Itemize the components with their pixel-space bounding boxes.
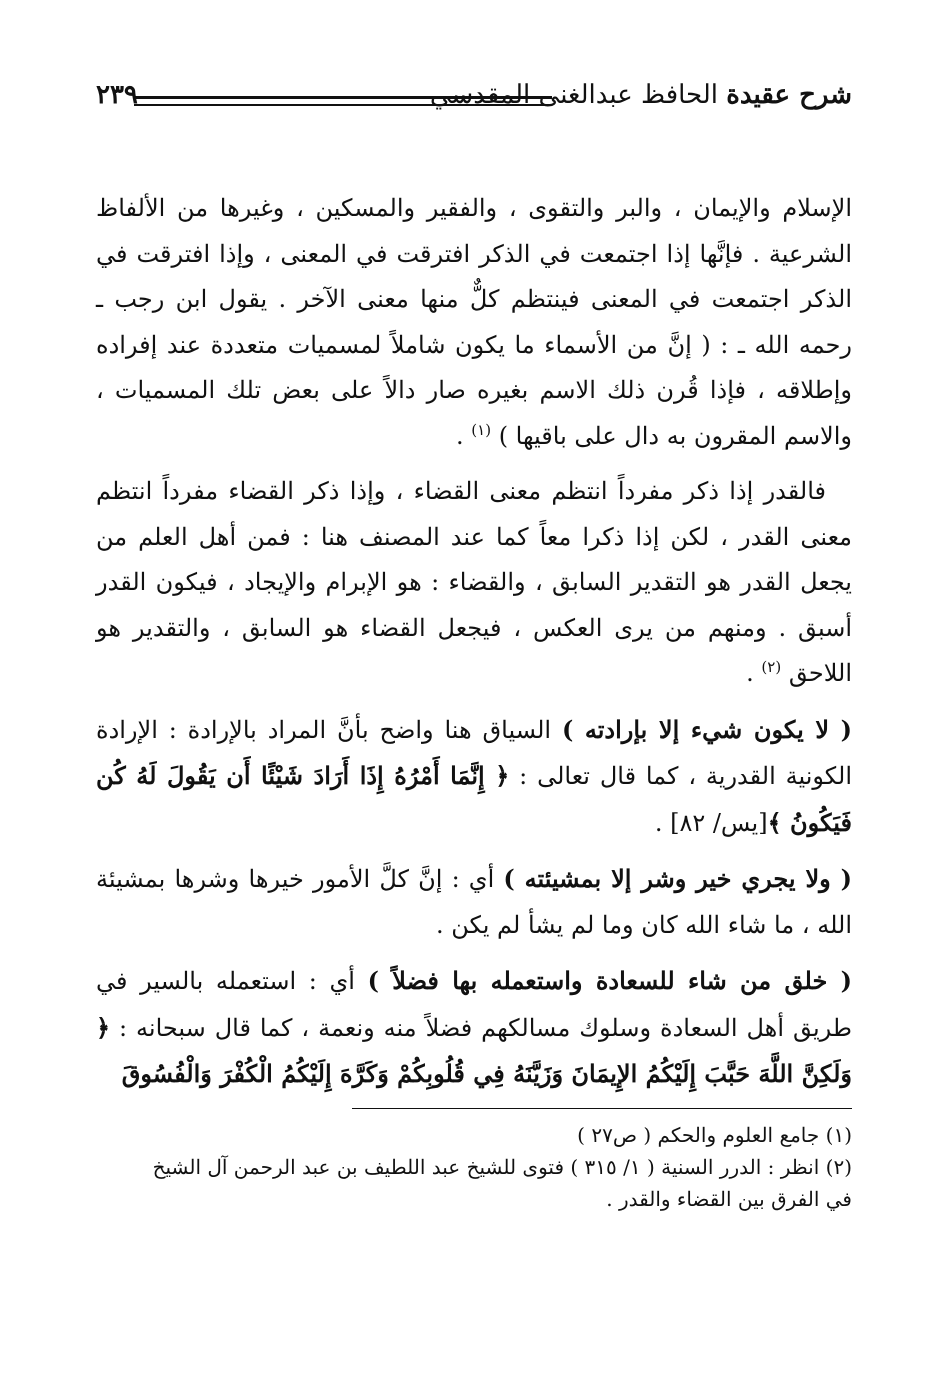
footnote-1: (١) جامع العلوم والحكم ( ص٢٧ ): [577, 1122, 852, 1147]
footnote-ref-2: (٢): [761, 658, 782, 676]
paragraph-1: [96, 186, 852, 459]
paragraph-4-text: أي : إنَّ كلَّ الأمور خيرها وشرها بمشيئة الله ، ما شاء الله كان وما لم يشأ لم يكن .: [96, 865, 852, 939]
quran-verse-yasin: ﴿ إِنَّمَا أَمْرُهُ إِذَا أَرَادَ شَيْئًا أَن يَقُولَ لَهُ كُن فَيَكُونُ ﴾: [96, 761, 852, 837]
footnote-ref-1: (١): [471, 420, 492, 439]
paragraph-3-text: السياق هنا واضح بأنَّ المراد بالإرادة : الإرادة الكونية القدرية ، كما قال تعالى :: [96, 715, 852, 790]
header-title-rest: الحافظ عبدالغنى المقدسي: [429, 80, 727, 110]
paragraph-5-text: أي : استعمله بالسير في طريق أهل السعادة وسلوك مسالكهم فضلاً منه ونعمة ، كما قال سبحانه :: [96, 967, 852, 1042]
paragraph-1-end: .: [456, 421, 472, 450]
paragraph-2-text: فالقدر إذا ذكر مفرداً انتظم معنى القضاء ، وإذا ذكر القضاء مفرداً انتظم معنى القدر ، لكن إذا ذكرا معاً كما عند المصنف هنا : فمن أهل العلم من يجعل القدر هو التقدير السابق ، والقضاء : هو الإبرام والإيجاد ، فيكون القدر أسبق . ومنهم من يرى العكس ، فيجعل القضاء هو السابق ، والتقدير هو اللاحق: [96, 477, 852, 687]
matn-quote-will: ( لا يكون شيء إلا بإرادته ): [561, 714, 852, 744]
paragraph-3: [96, 707, 852, 847]
footnotes: [96, 1119, 852, 1215]
header-rule: [134, 96, 552, 106]
footnote-separator: [352, 1108, 852, 1109]
main-text: [96, 186, 852, 1098]
matn-quote-saada: ( خلق من شاء للسعادة واستعمله بها فضلاً ): [367, 966, 852, 995]
paragraph-2-end: .: [746, 659, 762, 687]
footnote-2: (٢) انظر : الدرر السنية ( ١/ ٣١٥ ) فتوى للشيخ عبد اللطيف بن عبد الرحمن آل الشيخ: [152, 1154, 852, 1179]
paragraph-2: [96, 469, 852, 697]
footnote-2-continued: في الفرق بين القضاء والقدر .: [606, 1186, 852, 1211]
paragraph-1-text: الإسلام والإيمان ، والبر والتقوى ، والفقير والمسكين ، وغيرها من الألفاظ الشرعية . فإنَّها إذا اجتمعت في الذكر افترقت في المعنى ، وإذا افترقت في الذكر اجتمعت في المعنى فينتظم كلٌّ منها معنى الآخر . يقول ابن رجب ـ رحمه الله ـ : ( إنَّ من الأسماء ما يكون شاملاً لمسميات متعددة عند إفراده وإطلاقه ، فإذا قُرن ذلك الاسم بغيره صار دالاً على بعض تلك المسميات ، والاسم المقرون به دال على باقيها ): [96, 194, 852, 450]
paragraph-5: [96, 958, 852, 1098]
verse-citation: [يس/ ٨٢] .: [654, 808, 768, 837]
quran-verse-hujurat: ﴿ وَلَكِنَّ اللَّهَ حَبَّبَ إِلَيْكُمُ الإِيمَانَ وَزَيَّنَهُ فِي قُلُوبِكُمْ وَكَرَّهَ إِلَيْكُمُ الْكُفْرَ وَالْفُسُوقَ: [96, 1012, 852, 1088]
matn-quote-mashia: ( ولا يجري خير وشر إلا بمشيئته ): [503, 864, 852, 893]
header-title-bold: شرح عقيدة: [726, 80, 852, 110]
page-number: ٢٣٩: [96, 80, 138, 110]
paragraph-4: [96, 856, 852, 948]
running-header: [96, 70, 852, 132]
